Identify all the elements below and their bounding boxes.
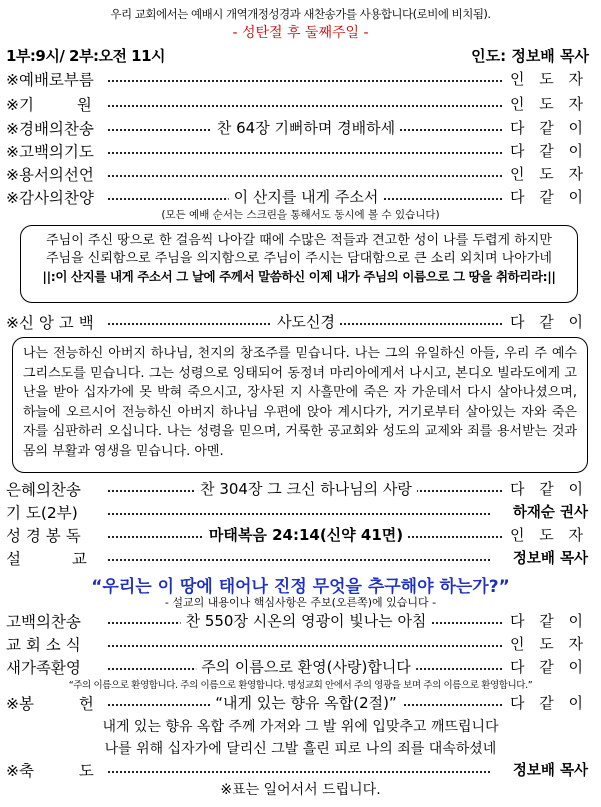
dot-leader bbox=[108, 80, 502, 82]
order-content: “내게 있는 향유 옥합(2절)” bbox=[210, 692, 402, 713]
dot-leader bbox=[108, 771, 490, 773]
order-leader: 다 같 이 bbox=[509, 119, 588, 137]
order-row-prayer-of-confession bbox=[6, 140, 594, 162]
order-row-invocation bbox=[6, 93, 594, 115]
order-leader: 다 같 이 bbox=[509, 142, 588, 160]
order-row-declaration-of-pardon bbox=[6, 163, 594, 185]
order-row-praise-of-thanks bbox=[6, 186, 594, 208]
order-row-hymn-of-confession bbox=[6, 610, 594, 632]
order-label: ※봉 헌 bbox=[6, 695, 94, 713]
sermon-note: - 설교의 내용이나 핵심사항은 주보(오른쪽)에 있습니다 - bbox=[164, 596, 437, 609]
order-leader: 다 같 이 bbox=[509, 658, 588, 676]
screen-note: (모든 예배 순서는 스크린을 통해서도 동시에 볼 수 있습니다) bbox=[161, 209, 440, 221]
order-label: 성 경 봉 독 bbox=[6, 527, 81, 545]
order-row-call-to-worship bbox=[6, 68, 594, 90]
order-content: 이 산지를 내게 주소서 bbox=[229, 186, 384, 207]
order-label: ※예배로부름 bbox=[6, 71, 94, 89]
creed-text: 나는 전능하신 아버지 하나님, 천지의 창조주를 믿습니다. 나는 그의 유일하신 아들, 우리 주 예수 그리스도를 믿습니다. 그는 성령으로 잉태되어 동정녀 마리아에게서 나시고, 본디오 빌라도에게 고난을 받아 십자가에 못 박혀 죽으시고, 장사된 지 사흘만에 죽은 자 가운데서 다시 살아나셨으며, 하늘에 오르시어 전능하신 아버지 하나님 우편에 앉아 계시다가, 거기로부터 살아있는 자와 죽은 자를 심판하러 오십니다. 나는 성령을 믿으며, 거룩한 공교회와 성도의 교제와 죄를 용서받는 것과 몸의 부활과 영생을 믿습니다. 아멘. bbox=[23, 346, 577, 459]
order-row-prayer bbox=[6, 501, 594, 523]
dot-leader bbox=[108, 175, 502, 177]
order-row-scripture-reading bbox=[6, 524, 594, 546]
order-leader: 인 도 자 bbox=[509, 165, 588, 183]
dot-leader bbox=[108, 513, 490, 515]
order-content: 찬 304장 그 크신 하나님의 사랑 bbox=[195, 478, 417, 499]
order-label: ※감사의찬양 bbox=[6, 189, 94, 207]
order-label: ※고백의기도 bbox=[6, 143, 94, 161]
apostles-creed-box bbox=[12, 337, 588, 473]
order-leader: 다 같 이 bbox=[509, 313, 588, 331]
order-label: ※기 원 bbox=[6, 96, 92, 114]
order-content: 찬 64장 기뻐하며 경배하세 bbox=[212, 117, 400, 138]
welcome-note: “주의 이름으로 환영합니다. 주의 이름으로 환영합니다. 명성교회 안에서 주의 영광을 보며 주의 이름으로 환영합니다.” bbox=[68, 680, 533, 691]
order-label: 고백의찬송 bbox=[6, 613, 81, 631]
order-row-hymn-of-worship bbox=[6, 117, 594, 139]
order-leader: 인 도 자 bbox=[509, 635, 588, 653]
service-leader: 인도: 정보배 목사 bbox=[471, 47, 589, 65]
order-label: ※경배의찬송 bbox=[6, 120, 94, 138]
order-label: ※용서의선언 bbox=[6, 166, 94, 184]
lyric-line: ||:이 산지를 내게 주소서 그 날에 주께서 말씀하신 이제 내가 주님의 이름으로 그 땅을 취하리라:|| bbox=[42, 269, 556, 284]
order-leader: 인 도 자 bbox=[509, 526, 588, 544]
order-row-church-news bbox=[6, 633, 594, 655]
order-leader: 인 도 자 bbox=[509, 95, 588, 113]
dot-leader bbox=[108, 645, 502, 647]
order-label: 교 회 소 식 bbox=[6, 636, 81, 654]
order-row-hymn-of-grace bbox=[6, 478, 594, 500]
order-row-confession-of-faith bbox=[6, 311, 594, 333]
lyric-line: 주님을 신뢰함으로 주님을 의지함으로 주님이 주시는 담대함으로 큰 소리 외치며 나아가네 bbox=[46, 251, 552, 266]
order-row-sermon bbox=[6, 547, 594, 569]
service-times: 1부:9시/ 2부:오전 11시 bbox=[6, 47, 166, 65]
order-leader: 다 같 이 bbox=[509, 694, 588, 712]
order-leader: 정보배 목사 bbox=[512, 551, 588, 567]
dot-leader bbox=[108, 559, 490, 561]
order-label: 은혜의찬송 bbox=[6, 481, 81, 499]
order-leader: 인 도 자 bbox=[509, 70, 588, 88]
order-row-welcome-newcomers bbox=[6, 656, 594, 678]
order-label: 설 교 bbox=[6, 550, 87, 568]
offering-lyric-line: 나를 위해 십자가에 달리신 그발 흘린 피로 나의 죄를 대속하셨네 bbox=[104, 741, 497, 757]
order-leader: 다 같 이 bbox=[509, 188, 588, 206]
offering-lyric-line: 내게 있는 향유 옥합 주께 가져와 그 발 위에 입맞추고 깨뜨립니다 bbox=[102, 719, 499, 735]
order-label: ※신 앙 고 백 bbox=[6, 314, 94, 332]
praise-lyrics-box bbox=[20, 225, 578, 303]
sunday-subtitle: - 성탄절 후 둘째주일 - bbox=[232, 25, 369, 41]
lyric-line: 주님이 주신 땅으로 한 걸음씩 나아갈 때에 수많은 적들과 견고한 성이 나를 두렵게 하지만 bbox=[46, 233, 552, 248]
order-label: ※축 도 bbox=[6, 762, 94, 780]
bulletin-notice: 우리 교회에서는 예배시 개역개정성경과 새찬송가를 사용합니다(로비에 비치됨). bbox=[110, 7, 491, 21]
order-leader: 다 같 이 bbox=[509, 480, 588, 498]
dot-leader bbox=[108, 105, 502, 107]
order-leader: 하재순 권사 bbox=[512, 505, 588, 521]
order-content: 사도신경 bbox=[272, 311, 340, 332]
order-leader: 정보배 목사 bbox=[512, 763, 588, 779]
order-leader: 다 같 이 bbox=[509, 612, 588, 630]
sermon-title: “우리는 이 땅에 태어나 진정 무엇을 추구해야 하는가?” bbox=[91, 577, 510, 597]
order-content: 찬 550장 시온의 영광이 빛나는 아침 bbox=[181, 610, 432, 631]
dot-leader bbox=[108, 152, 502, 154]
order-row-benediction bbox=[6, 759, 594, 781]
order-label: 기 도(2부) bbox=[6, 504, 78, 522]
order-label: 새가족환영 bbox=[6, 659, 81, 677]
order-content: 마태복음 24:14(신약 41면) bbox=[204, 524, 408, 545]
order-content: 주의 이름으로 환영(사랑)합니다 bbox=[196, 656, 416, 677]
order-row-offering bbox=[6, 692, 594, 714]
standing-note: ※표는 일어서서 드립니다. bbox=[220, 782, 381, 798]
